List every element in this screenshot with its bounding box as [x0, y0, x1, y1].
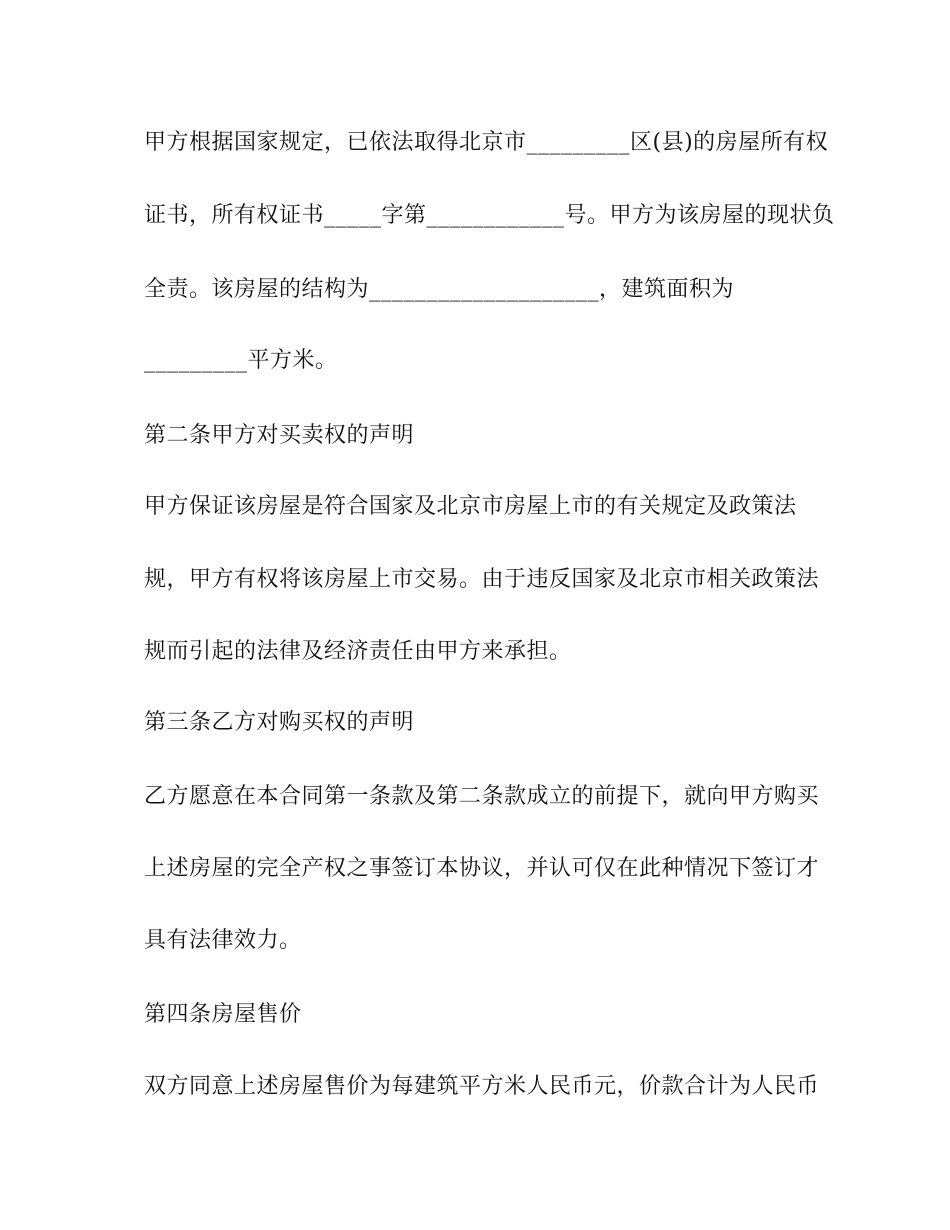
- paragraph-line: 全责。该房屋的结构为____________________，建筑面积为: [144, 277, 735, 302]
- paragraph-line: 证书，所有权证书_____字第____________号。甲方为该房屋的现状负: [144, 203, 835, 228]
- paragraph-line: 上述房屋的完全产权之事签订本协议，并认可仅在此种情况下签订才: [144, 856, 820, 881]
- paragraph-line: 具有法律效力。: [144, 928, 302, 953]
- section-heading: 第四条房屋售价: [144, 1002, 302, 1027]
- paragraph-line: _________平方米。: [144, 348, 338, 373]
- paragraph-line: 规，甲方有权将该房屋上市交易。由于违反国家及北京市相关政策法: [144, 567, 820, 592]
- paragraph-line: 甲方根据国家规定，已依法取得北京市_________区(县)的房屋所有权: [144, 130, 829, 155]
- paragraph-line: 甲方保证该房屋是符合国家及北京市房屋上市的有关规定及政策法: [144, 494, 797, 519]
- section-heading: 第二条甲方对买卖权的声明: [144, 423, 415, 448]
- paragraph-line: 规而引起的法律及经济责任由甲方来承担。: [144, 639, 572, 664]
- paragraph-line: 乙方愿意在本合同第一条款及第二条款成立的前提下，就向甲方购买: [144, 784, 820, 809]
- paragraph-line: 双方同意上述房屋售价为每建筑平方米人民币元，价款合计为人民币: [144, 1074, 820, 1099]
- section-heading: 第三条乙方对购买权的声明: [144, 710, 415, 735]
